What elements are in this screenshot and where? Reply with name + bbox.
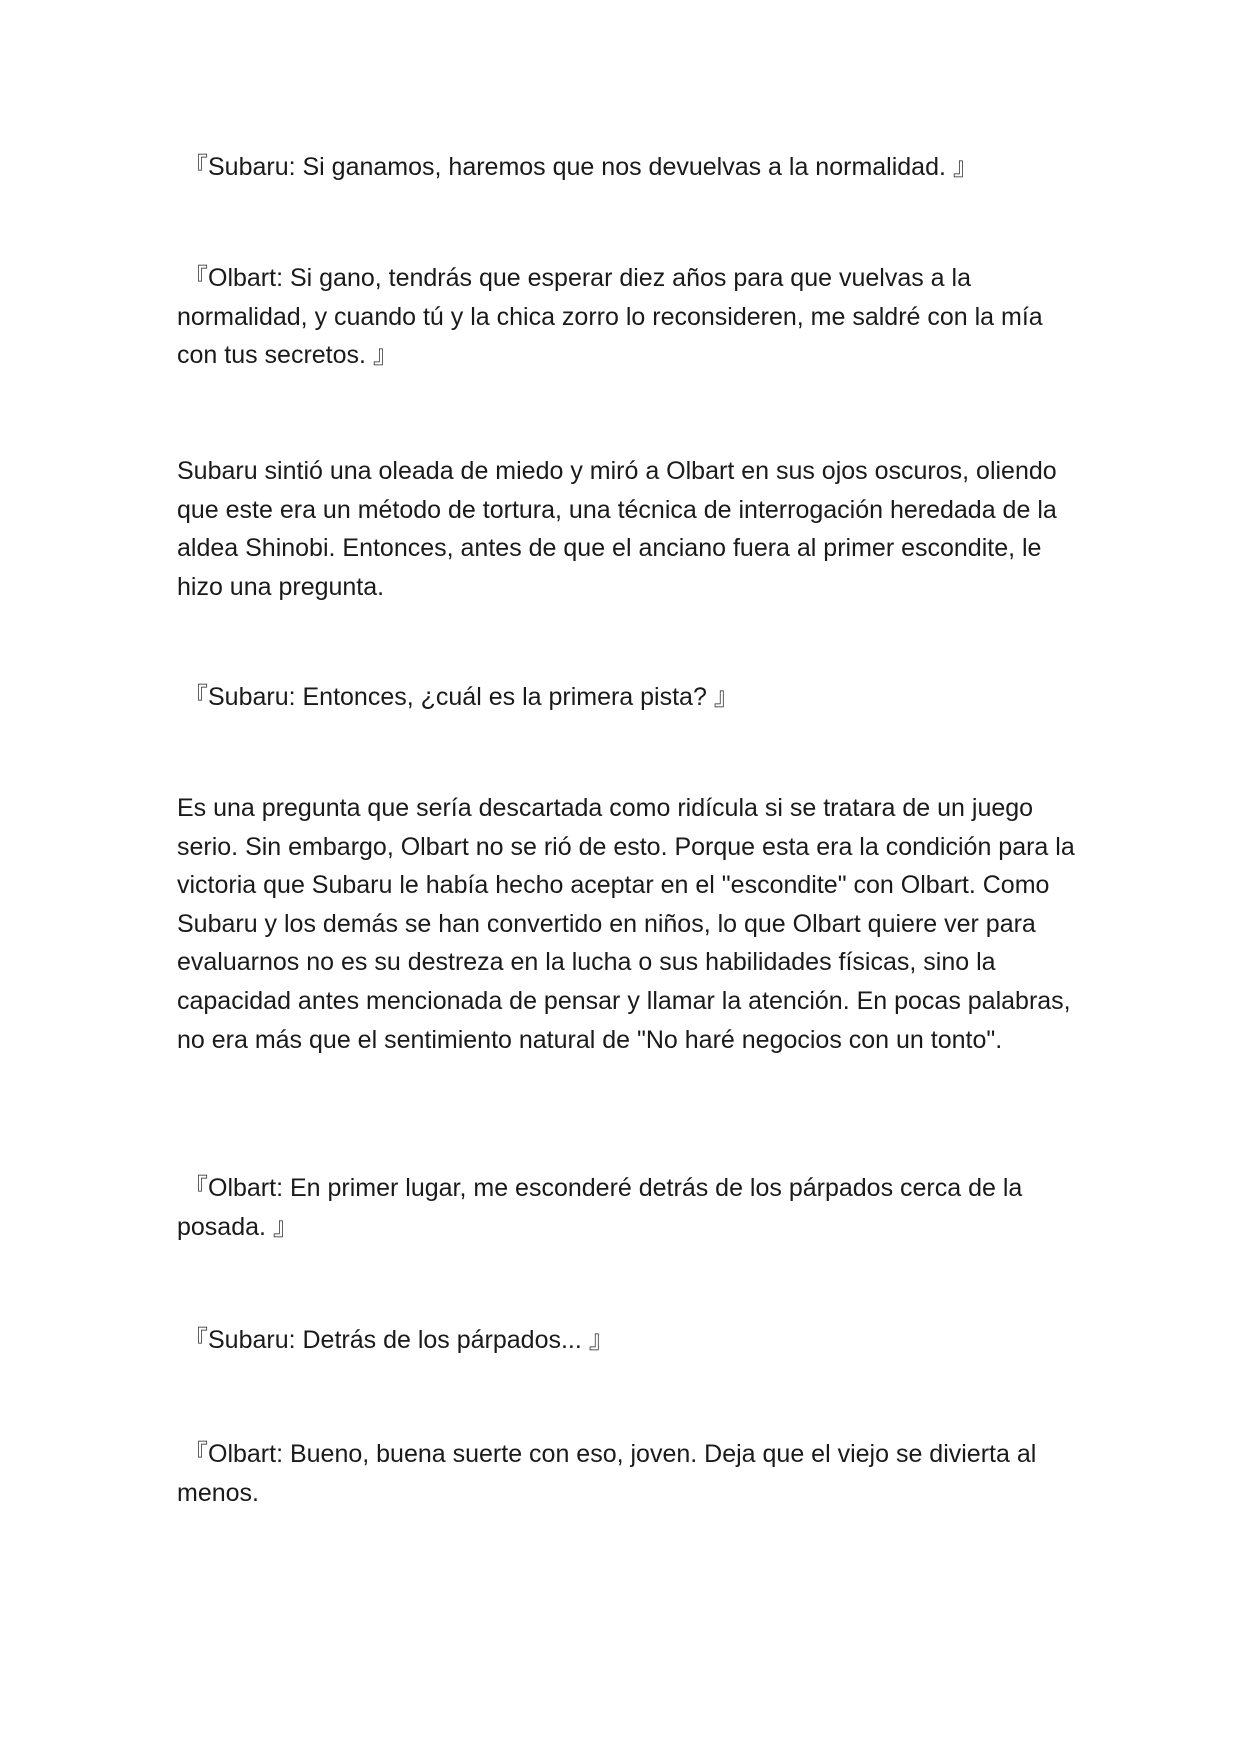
dialogue-paragraph: 『Olbart: Si gano, tendrás que esperar diez años para que vuelvas a la normalidad, y cuando tú y la chica zorro lo reconsideren, me saldré con la mía con tus secretos. 』 <box>177 264 1043 370</box>
narration-paragraph: Subaru sintió una oleada de miedo y miró a Olbart en sus ojos oscuros, oliendo que este era un método de tortura, una técnica de interrogación heredada de la aldea Shinobi. Entonces, antes de que el anciano fuera al primer escondite, le hizo una pregunta. <box>177 457 1057 601</box>
dialogue-paragraph: 『Olbart: Bueno, buena suerte con eso, joven. Deja que el viejo se divierta al menos. <box>177 1440 1037 1507</box>
dialogue-paragraph: 『Subaru: Si ganamos, haremos que nos devuelvas a la normalidad. 』 <box>183 153 978 181</box>
dialogue-paragraph: 『Olbart: En primer lugar, me esconderé detrás de los párpados cerca de la posada. 』 <box>177 1174 1023 1241</box>
narration-paragraph: Es una pregunta que sería descartada como ridícula si se tratara de un juego serio. Sin embargo, Olbart no se rió de esto. Porque esta era la condición para la victoria que Subaru le había hecho aceptar en el "escondite" con Olbart. Como Subaru y los demás se han convertido en niños, lo que Olbart quiere ver para evaluarnos no es su destreza en la lucha o sus habilidades físicas, sino la capacidad antes mencionada de pensar y llamar la atención. En pocas palabras, no era más que el sentimiento natural de "No haré negocios con un tonto". <box>177 794 1075 1054</box>
dialogue-paragraph: 『Subaru: Entonces, ¿cuál es la primera pista? 』 <box>183 683 739 711</box>
dialogue-paragraph: 『Subaru: Detrás de los párpados... 』 <box>183 1326 614 1354</box>
